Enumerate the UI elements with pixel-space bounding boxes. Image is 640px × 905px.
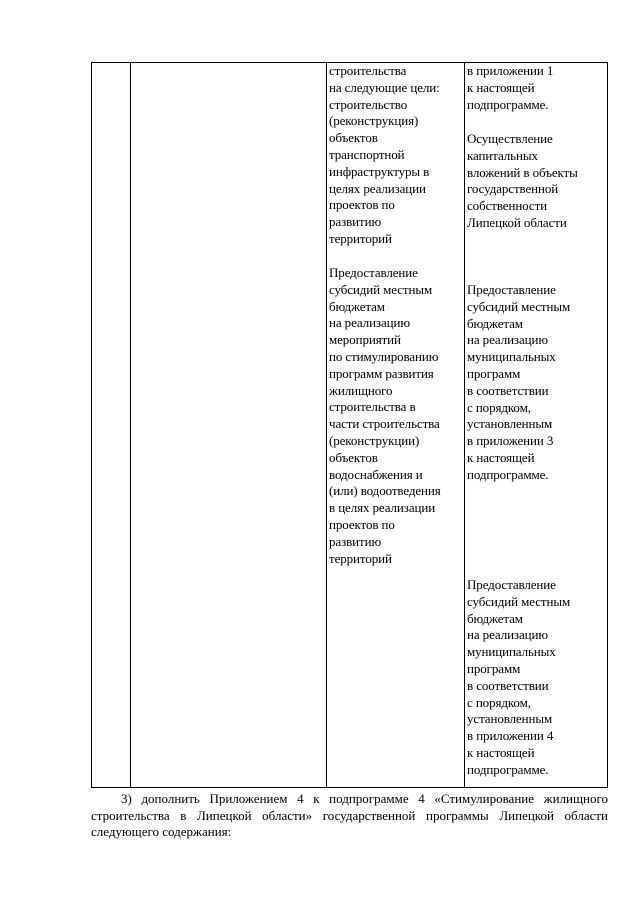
cell-text-line: территорий [329,230,392,246]
cell-text-line: мероприятий [329,332,401,348]
cell-text-line: бюджетам [329,298,385,314]
cell-text-line: собственности [467,198,548,214]
cell-text-line: в приложении 1 [467,63,554,78]
cell-text-line: развитию [329,533,382,549]
cell-text-line: жилищного [329,382,393,398]
cell-text-line: вложений в объекты [467,164,578,180]
cell-text-line: с порядком, [467,399,531,415]
cell-text-line: бюджетам [467,315,523,331]
col3-block2 [329,265,441,567]
cell-text-line: (реконструкция) [329,113,419,129]
cell-text-line: Предоставление [467,282,556,297]
cell-text-line: на реализацию [467,627,548,643]
cell-text-line: к настоящей [467,79,535,95]
cell-text-line: водоснабжения и [329,466,423,482]
cell-text-line: строительства [329,63,407,78]
cell-text-line: государственной [467,181,559,197]
cell-text-line: проектов по [329,197,395,213]
column-divider-3 [464,63,465,787]
cell-text-line: Предоставление [329,265,418,280]
cell-text-line: (реконструкции) [329,432,420,448]
cell-text-line: Предоставление [467,577,556,592]
cell-text-line: строительство [329,96,408,112]
cell-text-line: в приложении 4 [467,728,554,744]
cell-text-line: части строительства [329,416,440,432]
cell-text-line: программ развития [329,365,434,381]
cell-text-line: объектов [329,130,378,146]
cell-text-line: муниципальных [467,644,556,660]
cell-text-line: в приложении 3 [467,433,554,449]
cell-text-line: развитию [329,214,382,230]
cell-text-line: целях реализации [329,180,426,196]
cell-text-line: территорий [329,550,392,566]
cell-text-line: подпрограмме. [467,96,549,112]
column-divider-2 [326,63,327,787]
cell-text-line: субсидий местным [329,281,433,297]
cell-text-line: на реализацию [329,315,410,331]
subprogram-table [91,62,608,788]
cell-text-line: установленным [467,711,553,727]
cell-text-line: с порядком, [467,694,531,710]
cell-text-line: бюджетам [467,610,523,626]
column-divider-1 [130,63,131,787]
cell-text-line: проектов по [329,516,395,532]
cell-text-line: в соответствии [467,677,549,693]
cell-text-line: на реализацию [467,332,548,348]
cell-text-line: к настоящей [467,744,535,760]
cell-text-line: по стимулированию [329,348,439,364]
cell-text-line: объектов [329,449,378,465]
cell-text-line: подпрограмме. [467,466,549,482]
cell-text-line: Осуществление [467,131,553,146]
cell-text-line: Липецкой области [467,214,567,230]
cell-text-line: программ [467,365,521,381]
cell-text-line: программ [467,660,521,676]
col4-block3 [467,282,570,484]
cell-text-line: субсидий местным [467,593,571,609]
amendment-paragraph: 3) дополнить Приложением 4 к подпрограмме 4 «Стимулирование жилищного строительства в Липецкой области» государственной программы Липецкой области следующего содержания: [91,791,608,839]
cell-text-line: муниципальных [467,349,556,365]
cell-text-line: подпрограмме. [467,761,549,777]
cell-text-line: установленным [467,416,553,432]
col3-block1 [329,63,440,248]
cell-text-line: на следующие цели: [329,79,440,95]
col4-block2 [467,131,578,232]
cell-text-line: капитальных [467,147,538,163]
cell-text-line: к настоящей [467,449,535,465]
cell-text-line: транспортной [329,146,405,162]
cell-text-line: строительства в [329,399,416,415]
cell-text-line: субсидий местным [467,298,571,314]
cell-text-line: в соответствии [467,382,549,398]
cell-text-line: инфраструктуры в [329,163,430,179]
cell-text-line: (или) водоотведения [329,483,441,499]
col4-block1 [467,63,553,113]
cell-text-line: в целях реализации [329,500,436,516]
col4-block4 [467,577,570,779]
